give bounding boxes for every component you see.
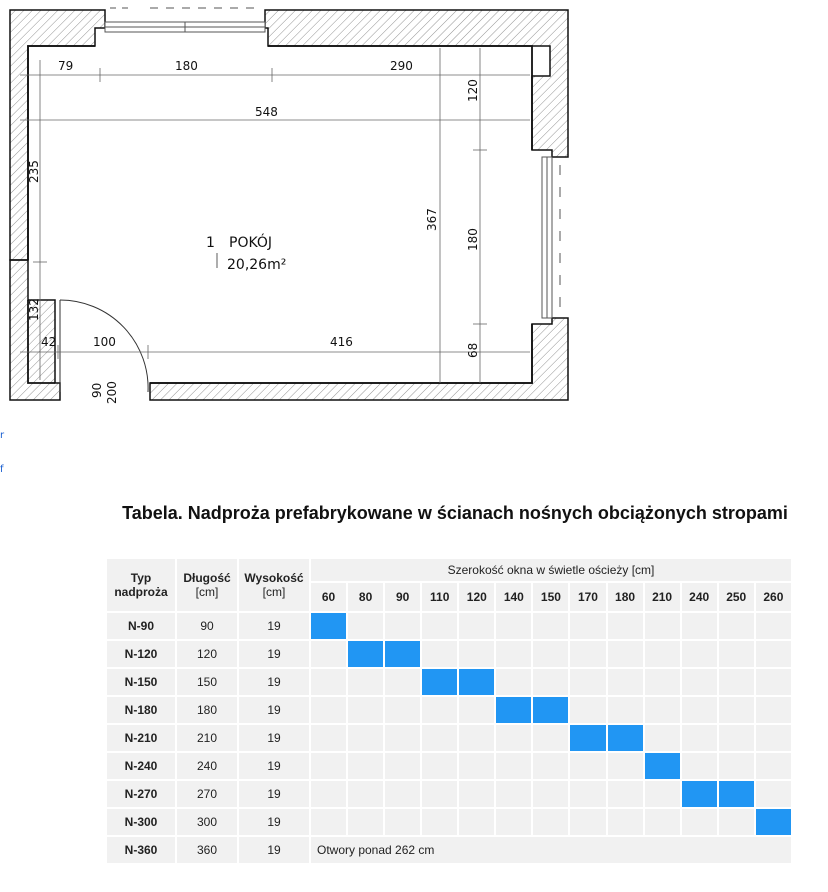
cell-width-empty <box>533 753 568 779</box>
cell-height: 19 <box>239 669 309 695</box>
cell-width-empty <box>608 669 643 695</box>
cell-width-empty <box>496 669 531 695</box>
table-title: Tabela. Nadproża prefabrykowane w ścianach nośnych obciążonych stropami <box>122 503 788 523</box>
dim-100: 100 <box>93 335 116 349</box>
cell-width-empty <box>311 641 346 667</box>
cell-width-empty <box>496 641 531 667</box>
table-row <box>107 837 791 863</box>
dim-290: 290 <box>390 59 413 73</box>
cell-width-empty <box>533 669 568 695</box>
cell-length: 150 <box>177 669 237 695</box>
cell-height: 19 <box>239 753 309 779</box>
cell-width-empty <box>570 613 605 639</box>
cell-length: 240 <box>177 753 237 779</box>
cell-width-empty <box>422 613 457 639</box>
cell-width-empty <box>645 669 680 695</box>
header-width-4: 120 <box>459 583 494 611</box>
cell-length: 120 <box>177 641 237 667</box>
cell-width-empty <box>645 613 680 639</box>
dim-42: 42 <box>41 335 57 349</box>
cell-width-empty <box>348 669 383 695</box>
cell-width-empty <box>348 781 383 807</box>
cell-height: 19 <box>239 837 309 863</box>
cell-width-marked <box>533 697 568 723</box>
header-width-5: 140 <box>496 583 531 611</box>
cell-width-marked <box>311 613 346 639</box>
cell-width-empty <box>348 753 383 779</box>
cell-width-empty <box>459 753 494 779</box>
cell-width-empty <box>608 641 643 667</box>
cell-width-empty <box>570 781 605 807</box>
cell-width-empty <box>496 781 531 807</box>
cell-width-empty <box>719 613 754 639</box>
cell-width-marked <box>570 725 605 751</box>
inner-wall-outline <box>28 46 532 383</box>
cell-width-empty <box>719 669 754 695</box>
cell-height: 19 <box>239 809 309 835</box>
cell-width-empty <box>385 669 420 695</box>
side-mark-1: r <box>0 430 5 441</box>
header-width-8: 180 <box>608 583 643 611</box>
cell-width-empty <box>719 725 754 751</box>
cell-width-empty <box>756 725 791 751</box>
dim-door-90: 90 <box>90 382 104 398</box>
right-window <box>542 157 560 318</box>
cell-width-empty <box>311 669 346 695</box>
header-width-6: 150 <box>533 583 568 611</box>
header-height: Wysokość [cm] <box>239 559 309 611</box>
cell-width-empty <box>570 641 605 667</box>
table-row <box>107 697 791 723</box>
cell-width-empty <box>608 753 643 779</box>
cell-width-empty <box>682 697 717 723</box>
cell-width-empty <box>756 697 791 723</box>
cell-width-empty <box>311 725 346 751</box>
cell-width-empty <box>311 753 346 779</box>
cell-width-empty <box>459 697 494 723</box>
cell-width-empty <box>496 753 531 779</box>
cell-width-empty <box>496 613 531 639</box>
cell-width-empty <box>682 641 717 667</box>
cell-width-marked <box>645 753 680 779</box>
cell-width-empty <box>348 613 383 639</box>
cell-width-marked <box>422 669 457 695</box>
cell-width-empty <box>422 781 457 807</box>
header-width-7: 170 <box>570 583 605 611</box>
cell-width-empty <box>756 613 791 639</box>
cell-width-empty <box>533 781 568 807</box>
cell-width-empty <box>422 697 457 723</box>
cell-width-empty <box>385 781 420 807</box>
cell-type: N-120 <box>107 641 175 667</box>
dim-416: 416 <box>330 335 353 349</box>
cell-width-empty <box>570 809 605 835</box>
cell-width-empty <box>756 753 791 779</box>
table-row <box>107 809 791 835</box>
cell-width-empty <box>533 641 568 667</box>
table-row <box>107 613 791 639</box>
cell-width-empty <box>756 641 791 667</box>
cell-note: Otwory ponad 262 cm <box>311 837 791 863</box>
cell-width-empty <box>719 753 754 779</box>
header-width-11: 250 <box>719 583 754 611</box>
cell-width-empty <box>311 809 346 835</box>
floor-plan <box>0 0 828 420</box>
cell-width-empty <box>533 613 568 639</box>
table-row <box>107 781 791 807</box>
cell-width-empty <box>682 669 717 695</box>
cell-width-marked <box>608 725 643 751</box>
cell-width-marked <box>756 809 791 835</box>
cell-width-empty <box>459 641 494 667</box>
room-number: 1 <box>206 235 215 251</box>
cell-type: N-180 <box>107 697 175 723</box>
cell-width-empty <box>756 669 791 695</box>
cell-type: N-240 <box>107 753 175 779</box>
cell-width-empty <box>496 725 531 751</box>
cell-width-empty <box>422 809 457 835</box>
cell-width-empty <box>348 809 383 835</box>
cell-width-empty <box>348 697 383 723</box>
header-width-1: 80 <box>348 583 383 611</box>
cell-width-empty <box>608 697 643 723</box>
header-width-group: Szerokość okna w świetle ościeży [cm] <box>311 559 791 581</box>
cell-width-empty <box>348 725 383 751</box>
cell-length: 360 <box>177 837 237 863</box>
cell-length: 300 <box>177 809 237 835</box>
header-width-2: 90 <box>385 583 420 611</box>
cell-height: 19 <box>239 697 309 723</box>
cell-width-empty <box>682 725 717 751</box>
cell-width-empty <box>645 781 680 807</box>
room-area: 20,26m² <box>227 257 287 273</box>
cell-width-empty <box>645 809 680 835</box>
cell-width-marked <box>719 781 754 807</box>
cell-length: 210 <box>177 725 237 751</box>
cell-height: 19 <box>239 613 309 639</box>
dim-367: 367 <box>425 208 439 231</box>
cell-width-empty <box>682 753 717 779</box>
cell-height: 19 <box>239 641 309 667</box>
cell-length: 270 <box>177 781 237 807</box>
header-width-9: 210 <box>645 583 680 611</box>
cell-width-empty <box>385 725 420 751</box>
cell-width-empty <box>496 809 531 835</box>
header-type: Typ nadproża <box>107 559 175 611</box>
cell-width-empty <box>608 613 643 639</box>
cell-width-empty <box>422 753 457 779</box>
table-row <box>107 641 791 667</box>
header-width-0: 60 <box>311 583 346 611</box>
cell-width-empty <box>385 613 420 639</box>
table-row <box>107 725 791 751</box>
cell-type: N-300 <box>107 809 175 835</box>
cell-width-empty <box>570 753 605 779</box>
cell-width-empty <box>719 697 754 723</box>
cell-width-empty <box>459 725 494 751</box>
table-row <box>107 669 791 695</box>
dim-180-top: 180 <box>175 59 198 73</box>
room-name: POKÓJ <box>229 235 273 251</box>
cell-width-empty <box>608 809 643 835</box>
header-width-12: 260 <box>756 583 791 611</box>
cell-width-empty <box>608 781 643 807</box>
cell-type: N-150 <box>107 669 175 695</box>
header-width-3: 110 <box>422 583 457 611</box>
cell-length: 180 <box>177 697 237 723</box>
cell-width-marked <box>459 669 494 695</box>
dim-79: 79 <box>58 59 74 73</box>
top-window <box>105 8 265 32</box>
cell-type: N-210 <box>107 725 175 751</box>
lintel-table <box>105 557 793 865</box>
side-mark-2: f <box>0 464 4 475</box>
cell-height: 19 <box>239 781 309 807</box>
header-length: Długość [cm] <box>177 559 237 611</box>
cell-width-empty <box>719 641 754 667</box>
dim-180-right: 180 <box>466 228 480 251</box>
dim-132: 132 <box>27 298 41 321</box>
cell-width-empty <box>385 697 420 723</box>
cell-width-empty <box>385 809 420 835</box>
dim-235: 235 <box>27 160 41 183</box>
cell-width-empty <box>645 641 680 667</box>
cell-width-empty <box>719 809 754 835</box>
cell-width-empty <box>682 613 717 639</box>
cell-width-empty <box>533 725 568 751</box>
dim-120: 120 <box>466 79 480 102</box>
dim-door-200: 200 <box>105 381 119 404</box>
cell-width-empty <box>311 697 346 723</box>
cell-width-marked <box>348 641 383 667</box>
dim-548: 548 <box>255 105 278 119</box>
cell-type: N-360 <box>107 837 175 863</box>
table-row <box>107 753 791 779</box>
cell-height: 19 <box>239 725 309 751</box>
cell-length: 90 <box>177 613 237 639</box>
cell-type: N-90 <box>107 613 175 639</box>
cell-width-empty <box>570 669 605 695</box>
cell-width-empty <box>311 781 346 807</box>
cell-width-empty <box>756 781 791 807</box>
cell-width-empty <box>385 753 420 779</box>
cell-width-empty <box>422 641 457 667</box>
dimension-lines <box>20 48 530 383</box>
cell-width-empty <box>645 725 680 751</box>
dim-68: 68 <box>466 342 480 358</box>
cell-width-marked <box>496 697 531 723</box>
cell-width-marked <box>682 781 717 807</box>
cell-width-empty <box>645 697 680 723</box>
cell-width-empty <box>533 809 568 835</box>
cell-width-empty <box>459 809 494 835</box>
cell-type: N-270 <box>107 781 175 807</box>
cell-width-empty <box>682 809 717 835</box>
cell-width-empty <box>459 781 494 807</box>
cell-width-empty <box>459 613 494 639</box>
cell-width-empty <box>422 725 457 751</box>
cell-width-marked <box>385 641 420 667</box>
cell-width-empty <box>570 697 605 723</box>
header-width-10: 240 <box>682 583 717 611</box>
